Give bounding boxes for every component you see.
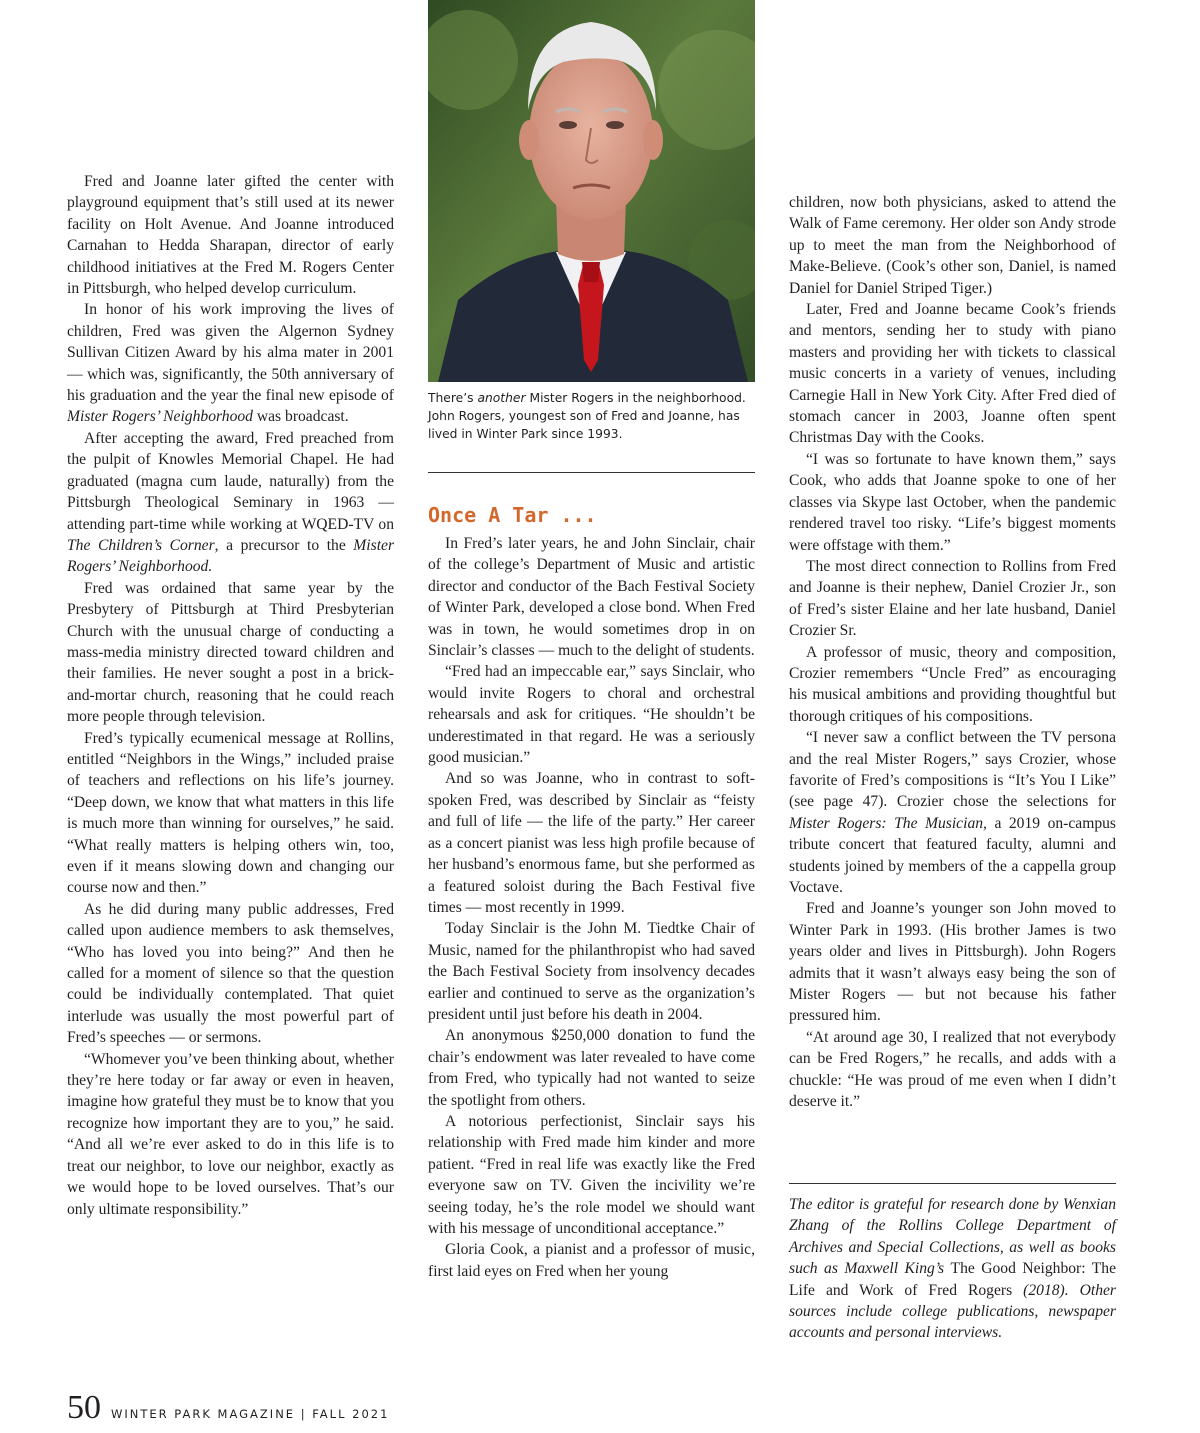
paragraph: “I never saw a conflict between the TV persona and the real Mister Rogers,” says Crozier, whose favorite of Fred’s compositions is “It’s You I Like” (see page 47). Crozier chose the selections for Mister Rogers: The Musician, a 2019 on-campus tribute concert that featured faculty, alumni and students joined by members of the a cappella group Voctave. <box>789 729 1116 896</box>
paragraph: Gloria Cook, a pianist and a professor of music, first laid eyes on Fred when her young <box>428 1241 755 1280</box>
paragraph: Fred was ordained that same year by the Presbytery of Pittsburgh at Third Presbyterian Church with the unusual charge of conducting a mass-media ministry directed toward children and their families. He never sought a post in a brick-and-mortar church, reasoning that he could reach more people through television. <box>67 579 394 726</box>
editor-note: The editor is grateful for research done by Wenxian Zhang of the Rollins College Department of Archives and Special Collections, as well as books such as Maxwell King’s The Good Neighbor: The Life and Work of Fred Rogers (2018). Other sources include college publications, newspaper accounts and personal interviews. <box>789 1196 1117 1342</box>
paragraph: Fred’s typically ecumenical message at Rollins, entitled “Neighbors in the Wings,” included praise of teachers and reflections on his life’s journey. “Deep down, we know that what matters in this life is much more than winning for ourselves,” he said. “What really matters is helping others win, too, even if it means slowing down and changing our course now and then.” <box>67 729 394 897</box>
paragraph: Fred and Joanne’s younger son John moved to Winter Park in 1993. (His brother James is two years older and lives in Pittsburgh). John Rogers admits that it wasn’t always easy being the son of Mister Rogers — but not because his father pressured him. <box>789 900 1116 1025</box>
divider <box>789 1183 1116 1184</box>
paragraph: A professor of music, theory and composition, Crozier remembers “Uncle Fred” as encouraging his musical ambitions and providing thoughtful but thorough critiques of his compositions. <box>789 643 1116 725</box>
paragraph: “Fred had an impeccable ear,” says Sinclair, who would invite Rogers to choral and orchestral rehearsals and ask for critiques. “He shouldn’t be underestimated in that regard. He was a seriously good musician.” <box>428 663 755 767</box>
paragraph: An anonymous $250,000 donation to fund the chair’s endowment was later revealed to have come from Fred, who typically had not wanted to seize the spotlight from others. <box>428 1027 755 1109</box>
paragraph: A notorious perfectionist, Sinclair says his relationship with Fred made him kinder and more patient. “Fred in real life was exactly like the Fred everyone saw on TV. Given the incivility we’re seeing today, he’s the role model we should want with his message of unconditional acceptance.” <box>428 1112 755 1237</box>
paragraph: “At around age 30, I realized that not everybody can be Fred Rogers,” he recalls, and adds with a chuckle: “He was proud of me even when I didn’t deserve it.” <box>789 1028 1116 1111</box>
paragraph: Later, Fred and Joanne became Cook’s friends and mentors, sending her to study with piano masters and providing her with tickets to classical music concerts in a variety of venues, including Carnegie Hall in New York City. After Fred died of stomach cancer in 2003, Joanne often spent Christmas Day with the Cooks. <box>789 301 1116 447</box>
magazine-issue: WINTER PARK MAGAZINE | FALL 2021 <box>111 1407 390 1421</box>
paragraph: Today Sinclair is the John M. Tiedtke Chair of Music, named for the philanthropist who had saved the Bach Festival Society from insolvency decades earlier and continued to serve as the organization’s president until just before his death in 2004. <box>428 920 755 1023</box>
portrait-photo <box>428 0 755 382</box>
section-subhead: Once A Tar ... <box>428 503 597 527</box>
paragraph: “I was so fortunate to have known them,” says Cook, who adds that Joanne spoke to one of her classes via Skype last October, when the pandemic rendered travel too risky. “Life’s biggest moments were offstage with them.” <box>789 450 1116 554</box>
page-footer <box>67 1391 389 1425</box>
page-number: 50 <box>67 1389 101 1426</box>
paragraph: Fred and Joanne later gifted the center with playground equipment that’s still used at its newer facility on Holt Avenue. And Joanne introduced Carnahan to Hedda Sharapan, director of early childhood initiatives at the Fred M. Rogers Center in Pittsburgh, who helped develop curriculum. <box>67 173 394 298</box>
divider <box>428 472 755 473</box>
paragraph: children, now both physicians, asked to attend the Walk of Fame ceremony. Her older son Andy strode up to meet the man from the Neighborhood of Make-Believe. (Cook’s other son, Daniel, is named Daniel for Daniel Striped Tiger.) <box>789 194 1116 297</box>
paragraph: As he did during many public addresses, Fred called upon audience members to ask themselves, “Who has loved you into being?” And then he called for a moment of silence so that the question could be individually contemplated. That quiet interlude was usually the most powerful part of Fred’s speeches — or sermons. <box>67 900 394 1047</box>
paragraph: After accepting the award, Fred preached from the pulpit of Knowles Memorial Chapel. He had graduated (magna cum laude, naturally) from the Pittsburgh Theological Seminary in 1963 — attending part-time while working at WQED-TV on The Children’s Corner, a precursor to the Mister Rogers’ Neighborhood. <box>67 429 395 576</box>
article-column-1 <box>67 171 394 1220</box>
paragraph: The most direct connection to Rollins from Fred and Joanne is their nephew, Daniel Crozier Jr., son of Fred’s sister Elaine and her late husband, Daniel Crozier Sr. <box>789 557 1116 640</box>
paragraph: And so was Joanne, who in contrast to soft-spoken Fred, was described by Sinclair as “feisty and full of life — the life of the party.” Her career as a concert pianist was less high profile because of her husband’s enormous fame, but she performed as a featured soloist during the Bach Festival five times — most recently in 1999. <box>428 770 755 916</box>
article-column-3 <box>789 192 1116 1112</box>
paragraph: “Whomever you’ve been thinking about, whether they’re here today or far away or even in heaven, imagine how grateful they must be to know that you recognize how important they are to you,” he said. “And all we’re ever asked to do in this life is to treat our neighbor, to love our neighbor, exactly as we would hope to be loved ourselves. That’s our only ultimate responsibility.” <box>67 1050 394 1218</box>
photo-caption: There’s another Mister Rogers in the neighborhood. John Rogers, youngest son of Fred and Joanne, has lived in Winter Park since 1993. <box>428 391 746 441</box>
article-column-2 <box>428 533 755 1282</box>
paragraph: In Fred’s later years, he and John Sinclair, chair of the college’s Department of Music and artistic director and conductor of the Bach Festival Society of Winter Park, developed a close bond. When Fred was in town, he would sometimes drop in on Sinclair’s classes — much to the delight of students. <box>428 535 755 660</box>
paragraph: In honor of his work improving the lives of children, Fred was given the Algernon Sydney Sullivan Citizen Award by his alma mater in 2001 — which was, significantly, the 50th anniversary of his graduation and the year the final new episode of Mister Rogers’ Neighborhood was broadcast. <box>67 301 394 426</box>
